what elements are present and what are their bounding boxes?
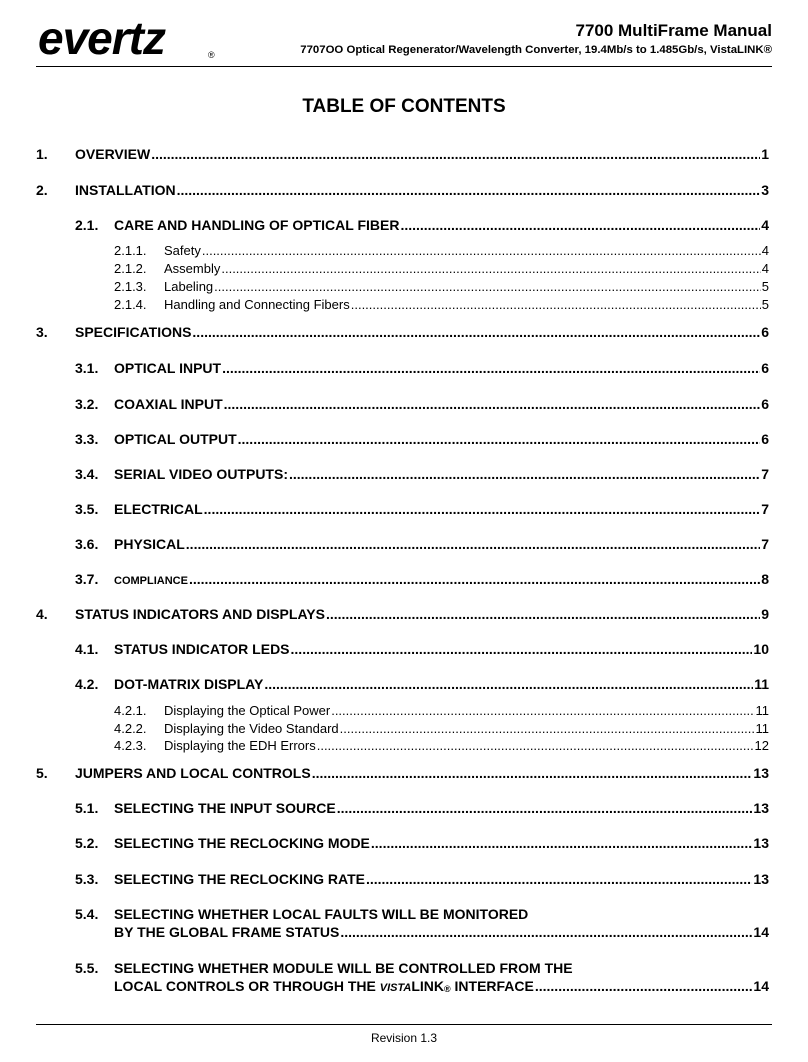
- toc-entry-4-1[interactable]: 4.1. STATUS INDICATOR LEDS ..... 10: [75, 641, 769, 657]
- toc-entry-3-6[interactable]: 3.6. PHYSICAL ..... 7: [75, 536, 769, 552]
- logo-text: evertz: [38, 16, 165, 64]
- manual-title: 7700 MultiFrame Manual: [575, 21, 772, 40]
- toc-entry-3[interactable]: 3. SPECIFICATIONS ..... 6: [36, 324, 769, 340]
- revision-label: Revision 1.3: [370, 1031, 438, 1045]
- product-line: 7707OO Optical Regenerator/Wavelength Converter, 19.4Mb/s to 1.485Gb/s, VistaLINK®: [300, 44, 772, 56]
- toc-entry-5-5-line2[interactable]: LOCAL CONTROLS OR THROUGH THE VISTALINK® INTERFACE ..... 14: [114, 978, 769, 994]
- toc-entry-3-7[interactable]: 3.7. COMPLIANCE ..... 8: [75, 571, 769, 587]
- toc-entry-5-2[interactable]: 5.2. SELECTING THE RECLOCKING MODE ..... 13: [75, 835, 769, 851]
- toc-entry-3-2[interactable]: 3.2. COAXIAL INPUT ..... 6: [75, 396, 769, 412]
- toc-entry-2-1-4[interactable]: 2.1.4. Handling and Connecting Fibers ..... 5: [114, 297, 769, 312]
- toc-entry-3-3[interactable]: 3.3. OPTICAL OUTPUT ..... 6: [75, 431, 769, 447]
- footer-rule: [36, 1024, 772, 1025]
- toc-entry-4[interactable]: 4. STATUS INDICATORS AND DISPLAYS ..... 9: [36, 606, 769, 622]
- toc-entry-3-4[interactable]: 3.4. SERIAL VIDEO OUTPUTS: ..... 7: [75, 466, 769, 482]
- toc-entry-4-2-1[interactable]: 4.2.1. Displaying the Optical Power ..... 11: [114, 703, 769, 718]
- toc-entry-5[interactable]: 5. JUMPERS AND LOCAL CONTROLS ..... 13: [36, 765, 769, 781]
- toc-entry-2-1-1[interactable]: 2.1.1. Safety ..... 4: [114, 243, 769, 258]
- evertz-logo: [36, 16, 226, 64]
- toc-entry-3-1[interactable]: 3.1. OPTICAL INPUT ..... 6: [75, 360, 769, 376]
- toc-entry-4-2-3[interactable]: 4.2.3. Displaying the EDH Errors ..... 12: [114, 738, 769, 753]
- toc-entry-2-1-3[interactable]: 2.1.3. Labeling ..... 5: [114, 279, 769, 294]
- toc-entry-5-4-line1[interactable]: 5.4. SELECTING WHETHER LOCAL FAULTS WILL BE MONITORED: [75, 906, 529, 922]
- toc-entry-1[interactable]: 1. OVERVIEW ..... 1: [36, 146, 769, 162]
- svg-text:®: ®: [208, 50, 215, 60]
- toc-entry-2[interactable]: 2. INSTALLATION ..... 3: [36, 182, 769, 198]
- toc-entry-5-4-line2[interactable]: BY THE GLOBAL FRAME STATUS ..... 14: [114, 924, 769, 940]
- toc-entry-3-5[interactable]: 3.5. ELECTRICAL ..... 7: [75, 501, 769, 517]
- toc-entry-5-1[interactable]: 5.1. SELECTING THE INPUT SOURCE ..... 13: [75, 800, 769, 816]
- toc-entry-5-3[interactable]: 5.3. SELECTING THE RECLOCKING RATE ..... 13: [75, 871, 769, 887]
- toc-entry-5-5-line1[interactable]: 5.5. SELECTING WHETHER MODULE WILL BE CONTROLLED FROM THE: [75, 960, 573, 976]
- toc-entry-4-2-2[interactable]: 4.2.2. Displaying the Video Standard ..... 11: [114, 721, 769, 736]
- toc-title: TABLE OF CONTENTS: [302, 96, 506, 117]
- toc-entry-2-1-2[interactable]: 2.1.2. Assembly ..... 4: [114, 261, 769, 276]
- toc-entry-4-2[interactable]: 4.2. DOT-MATRIX DISPLAY ..... 11: [75, 676, 769, 692]
- toc-entry-2-1[interactable]: 2.1. CARE AND HANDLING OF OPTICAL FIBER ..... 4: [75, 217, 769, 233]
- header-rule: [36, 66, 772, 67]
